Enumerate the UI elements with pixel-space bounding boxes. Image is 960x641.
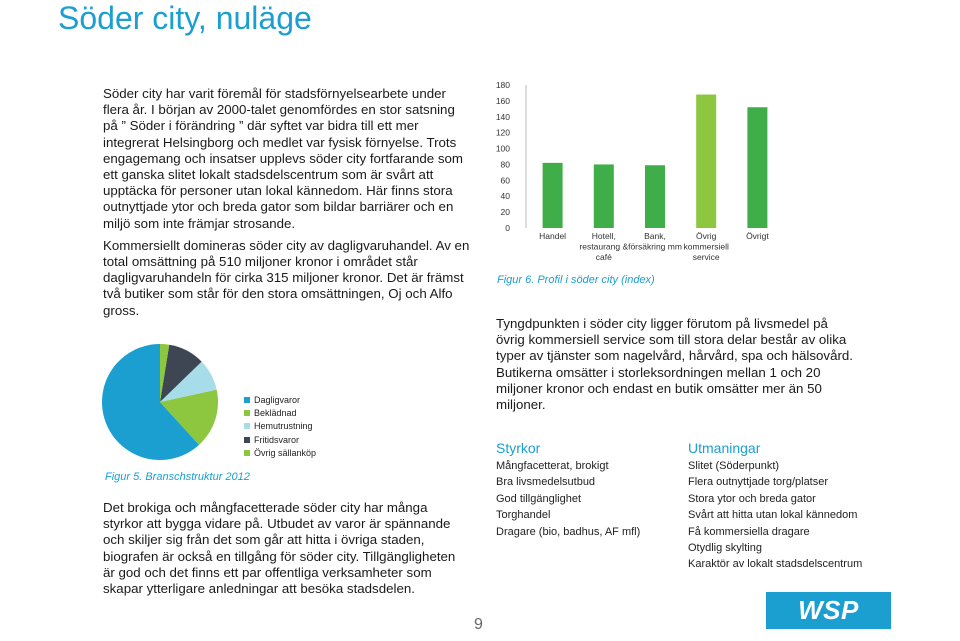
intro-paragraph-1: Söder city har varit föremål för stadsförnyelsearbete under flera år. I början av 2000-talet genomfördes en stor satsning på ” Söder i förändring ” där syftet var bidra till ett mer integrerat Helsingborg och medlet var fysisk förnyelse. Trots engagemang och insatser upplevs söder city fortfarande som ett ganska slitet lokalt stadsdelscentrum som är svårt att upptäcka för personer utan lokal kännedom. Här finns stora outnyttjade ytor och breda gator som bildar barriärer och en miljö som inte främjar strosande.: [103, 86, 463, 231]
legend-label: Hemutrustning: [254, 421, 313, 432]
legend-label: Dagligvaror: [254, 394, 301, 405]
legend-item-ovrig-sallankop: [244, 447, 316, 460]
legend-label: Övrig sällanköp: [254, 448, 317, 459]
pie-legend: [244, 393, 316, 460]
x-tick-label: Övrig kommersiell service: [683, 231, 729, 262]
challenge-item: Stora ytor och breda gator: [688, 492, 816, 505]
challenge-item: Flera outnyttjade torg/platser: [688, 476, 829, 489]
legend-swatch: [244, 397, 250, 403]
strength-item: Mångfacetterat, brokigt: [496, 460, 609, 472]
bar-2: [645, 165, 665, 228]
wsp-logo: [766, 592, 891, 629]
challenge-item: Svårt att hitta utan lokal kännedom: [688, 509, 858, 522]
wsp-logo-text: WSP: [798, 595, 859, 625]
challenge-item: Otydlig skylting: [688, 542, 762, 555]
bar-3: [696, 95, 716, 228]
bar-4: [747, 107, 767, 228]
strength-item: God tillgänglighet: [496, 492, 582, 505]
page-title: Söder city, nuläge: [58, 0, 312, 36]
legend-swatch: [244, 437, 250, 443]
bottom-paragraph: Det brokiga och mångfacetterade söder city har många styrkor att bygga vidare på. Utbudet av varor är spännande och skiljer sig från det som går att hitta i övriga staden, biografen är också en tillgång för söder city. Tillgängligheten är god och det finns ett par offentliga verksamheter som skapar ytterligare anledningar att besöka stadsdelen.: [103, 500, 456, 597]
legend-label: Beklädnad: [254, 408, 297, 419]
right-paragraph: Tyngdpunkten i söder city ligger förutom på livsmedel på övrig kommersiell service som till stora delar består av olika typer av tjänster som nagelvård, hårvård, spa och hälsovård. Butikerna omsätter i storleksordningen mellan 1 och 20 miljoner kronor och endast en butik omsätter mer än 50 miljoner.: [496, 316, 853, 413]
challenge-item: Slitet (Söderpunkt): [688, 460, 780, 472]
y-tick-label: 180: [495, 80, 510, 90]
intro-paragraph-2: Kommersiellt domineras söder city av dagligvaruhandel. Av en total omsättning på 510 miljoner kronor i området står dagligvaruhandeln för cirka 315 miljoner kronor. Det är främst två butiker som står för den stora omsättningen, Oj och Alfo gross.: [103, 237, 470, 318]
page-number: 9: [474, 616, 483, 633]
y-tick-label: 100: [495, 143, 510, 154]
y-tick-label: 40: [500, 191, 510, 202]
legend-item-dagligvaror: [244, 393, 316, 406]
pie-chart: [96, 338, 236, 466]
legend-item-hemutrustning: [244, 420, 316, 433]
legend-item-bekladnad: [244, 406, 316, 419]
y-tick-label: 160: [495, 95, 510, 106]
strength-item: Torghandel: [496, 509, 551, 522]
strength-item: Bra livsmedelsutbud: [496, 476, 596, 489]
strengths-section: [496, 440, 640, 540]
pie-caption: Figur 5. Branschstruktur 2012: [105, 471, 250, 483]
x-tick-label: Hotell, restaurang & café: [579, 231, 629, 262]
bar-chart: [486, 76, 786, 268]
x-tick-label: Övrigt: [746, 231, 769, 241]
intro-text: [103, 86, 471, 325]
y-tick-label: 20: [500, 207, 510, 218]
challenge-item: Karaktör av lokalt stadsdelscentrum: [688, 558, 863, 571]
bar-0: [543, 163, 563, 228]
challenges-section: [688, 440, 862, 573]
challenges-heading: Utmaningar: [688, 440, 761, 456]
y-tick-label: 120: [495, 127, 510, 138]
legend-swatch: [244, 423, 250, 429]
strengths-heading: Styrkor: [496, 440, 541, 456]
x-tick-label: Bank, försäkring mm: [628, 231, 682, 252]
legend-swatch: [244, 410, 250, 416]
y-tick-label: 0: [505, 223, 510, 233]
bar-caption: Figur 6. Profil i söder city (index): [497, 274, 655, 286]
strength-item: Dragare (bio, badhus, AF mfl): [496, 525, 641, 538]
bar-1: [594, 164, 614, 228]
y-tick-label: 60: [500, 175, 510, 186]
legend-swatch: [244, 450, 250, 456]
y-tick-label: 140: [495, 111, 510, 122]
legend-label: Fritidsvaror: [254, 434, 300, 445]
legend-item-fritidsvaror: [244, 433, 316, 446]
challenge-item: Få kommersiella dragare: [688, 525, 810, 538]
x-tick-label: Handel: [539, 231, 567, 241]
y-tick-label: 80: [500, 159, 510, 170]
